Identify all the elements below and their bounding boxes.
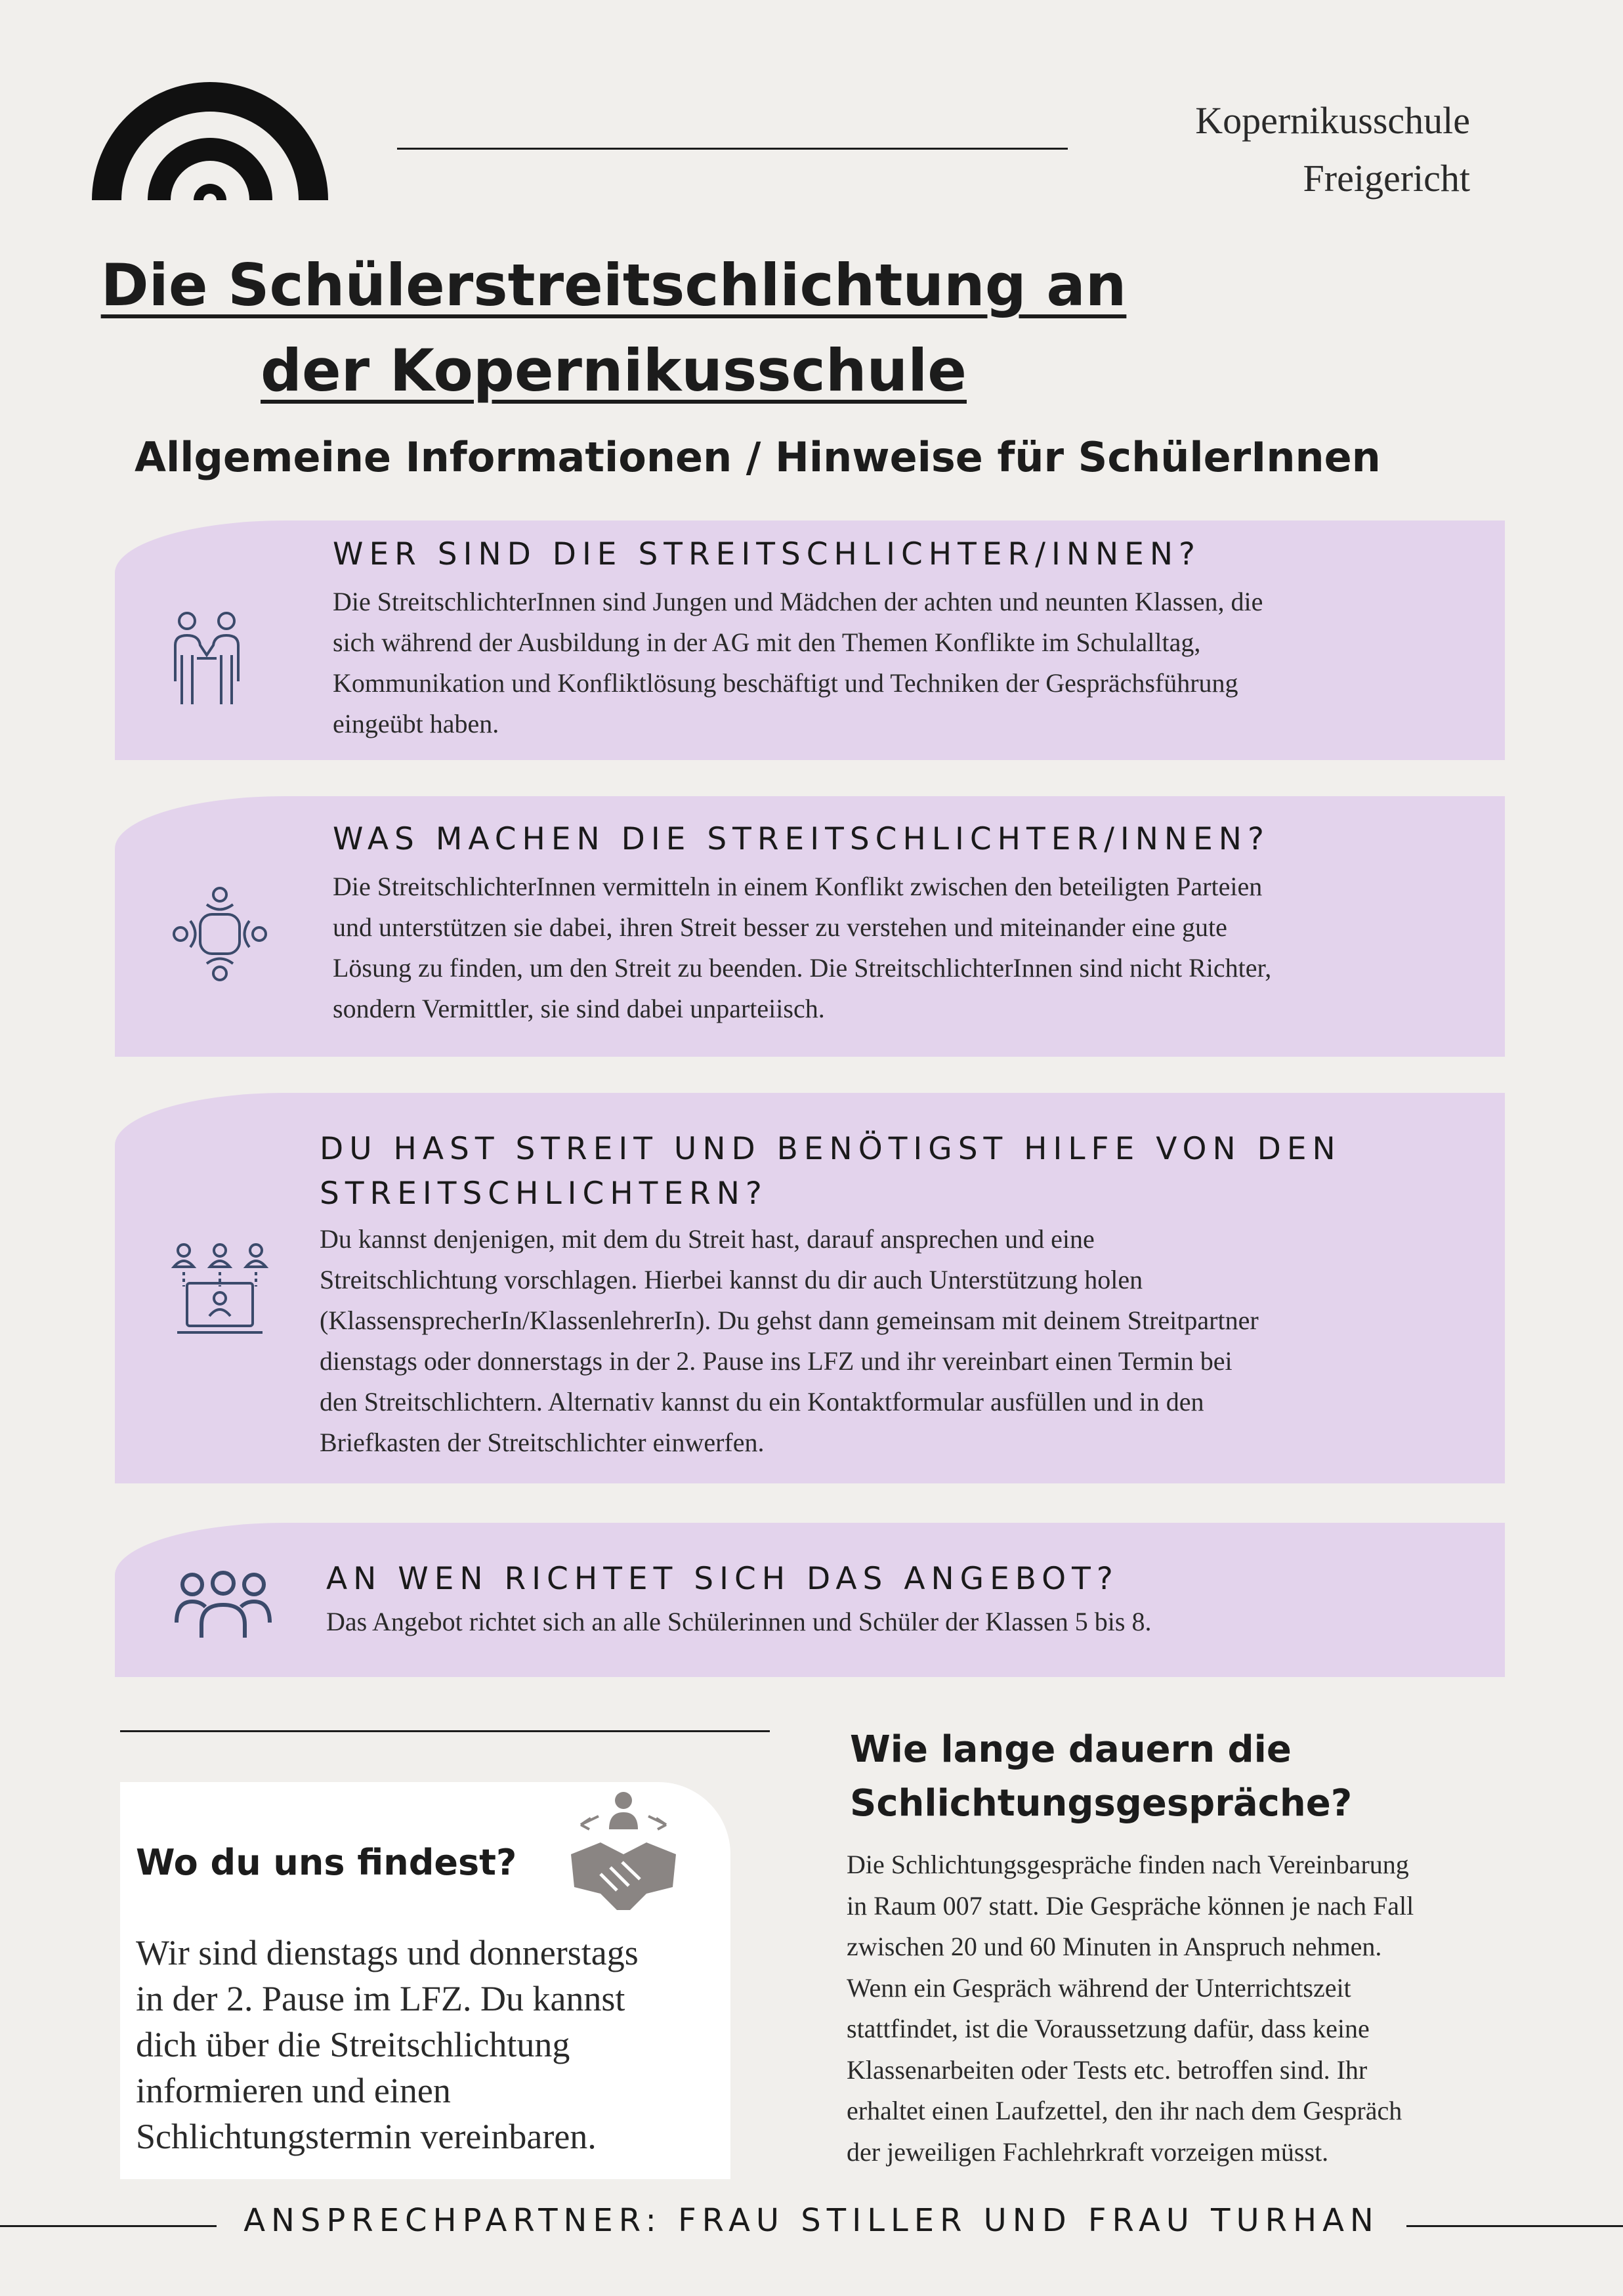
card-body-line: Das Angebot richtet sich an alle Schülerinnen und Schüler der Klassen 5 bis 8.: [326, 1607, 1152, 1636]
duration-body: [847, 1844, 1550, 2173]
info-card-who: [115, 521, 1505, 760]
card-heading: [320, 1127, 1341, 1216]
contact-footer: ANSPRECHPARTNER: FRAU STILLER UND FRAU TURHAN: [243, 2202, 1380, 2239]
card-heading: WAS MACHEN DIE STREITSCHLICHTER/INNEN?: [333, 821, 1270, 857]
duration-heading: [850, 1723, 1506, 1831]
school-name-line2: Freigericht: [1303, 157, 1470, 200]
duration-body-line: Klassenarbeiten oder Tests etc. betroffen sind. Ihr: [847, 2054, 1368, 2085]
card-heading: WER SIND DIE STREITSCHLICHTER/INNEN?: [333, 536, 1201, 572]
duration-body-line: in Raum 007 statt. Die Gespräche können je nach Fall: [847, 1890, 1414, 1921]
info-card-what: [115, 796, 1505, 1057]
duration-body-line: Die Schlichtungsgespräche finden nach Vereinbarung: [847, 1850, 1409, 1879]
location-body-line: Wir sind dienstags und donnerstags: [136, 1933, 639, 1972]
card-heading: AN WEN RICHTET SICH DAS ANGEBOT?: [326, 1561, 1119, 1597]
duration-heading-line: Wie lange dauern die: [850, 1728, 1292, 1771]
card-heading-line: STREITSCHLICHTERN?: [320, 1176, 768, 1212]
duration-body-line: stattfindet, ist die Voraussetzung dafür, dass keine: [847, 2014, 1370, 2043]
location-body-line: informieren und einen: [136, 2071, 451, 2110]
card-body-line: Du kannst denjenigen, mit dem du Streit hast, darauf ansprechen und eine: [320, 1224, 1095, 1254]
video-meeting-icon: [167, 1241, 272, 1339]
page-title-line1: Die Schülerstreitschlichtung an: [100, 251, 1127, 319]
group-icon: [174, 1569, 272, 1641]
duration-body-line: der jeweiligen Fachlehrkraft vorzeigen müsst.: [847, 2137, 1329, 2167]
card-body-line: Briefkasten der Streitschlichter einwerfen.: [320, 1428, 765, 1457]
header-rule: [397, 148, 1068, 150]
location-body: [136, 1930, 727, 2159]
handshake-people-icon: [167, 609, 246, 708]
location-heading: Wo du uns findest?: [136, 1842, 517, 1883]
school-logo-arcs-icon: [85, 72, 335, 203]
card-body-line: sondern Vermittler, sie sind dabei unparteiisch.: [333, 994, 825, 1023]
card-body: [333, 582, 1263, 744]
card-body: [326, 1602, 1151, 1642]
card-body-line: Die StreitschlichterInnen vermitteln in einem Konflikt zwischen den beteiligten Parteien: [333, 872, 1263, 901]
card-body-line: Lösung zu finden, um den Streit zu beenden. Die StreitschlichterInnen sind nicht Richter,: [333, 953, 1272, 983]
card-body-line: eingeübt haben.: [333, 709, 499, 738]
card-body-line: (KlassensprecherIn/KlassenlehrerIn). Du gehst dann gemeinsam mit deinem Streitpartner: [320, 1306, 1259, 1335]
card-body-line: Kommunikation und Konfliktlösung beschäftigt und Techniken der Gesprächsführung: [333, 668, 1238, 698]
section-rule: [120, 1730, 770, 1732]
location-body-line: dich über die Streitschlichtung: [136, 2025, 570, 2064]
duration-heading-line: Schlichtungsgespräche?: [850, 1782, 1353, 1825]
card-heading-line: DU HAST STREIT UND BENÖTIGST HILFE VON DEN: [320, 1131, 1341, 1167]
duration-body-line: erhaltet einen Laufzettel, den ihr nach dem Gespräch: [847, 2096, 1402, 2125]
card-body-line: und unterstützen sie dabei, ihren Streit besser zu verstehen und miteinander eine gute: [333, 912, 1227, 942]
info-card-help: [115, 1093, 1505, 1483]
location-body-line: in der 2. Pause im LFZ. Du kannst: [136, 1979, 625, 2018]
info-card-audience: [115, 1523, 1505, 1677]
card-body-line: dienstags oder donnerstags in der 2. Pause ins LFZ und ihr vereinbart einen Termin bei: [320, 1346, 1233, 1376]
duration-body-line: Wenn ein Gespräch während der Unterrichtszeit: [847, 1972, 1351, 2003]
page-title-line2: der Kopernikusschule: [261, 337, 967, 404]
school-name: [1195, 92, 1470, 207]
duration-body-line: zwischen 20 und 60 Minuten in Anspruch nehmen.: [847, 1932, 1382, 1961]
card-body-line: den Streitschlichtern. Alternativ kannst du ein Kontaktformular ausfüllen und in den: [320, 1387, 1204, 1416]
card-body: [320, 1219, 1259, 1463]
card-body-line: Streitschlichtung vorschlagen. Hierbei kannst du dir auch Unterstützung holen: [320, 1265, 1143, 1294]
page-subtitle: Allgemeine Informationen / Hinweise für SchülerInnen: [135, 433, 1381, 481]
mediation-handshake-icon: [564, 1789, 683, 1920]
card-body: [333, 866, 1271, 1029]
card-body-line: sich während der Ausbildung in der AG mit den Themen Konflikte im Schulalltag,: [333, 627, 1201, 657]
page-title: [0, 243, 1227, 414]
location-body-line: Schlichtungstermin vereinbaren.: [136, 2117, 597, 2156]
round-table-icon: [171, 885, 269, 983]
card-body-line: Die StreitschlichterInnen sind Jungen und Mädchen der achten und neunten Klassen, die: [333, 587, 1263, 616]
school-name-line1: Kopernikusschule: [1195, 99, 1470, 142]
